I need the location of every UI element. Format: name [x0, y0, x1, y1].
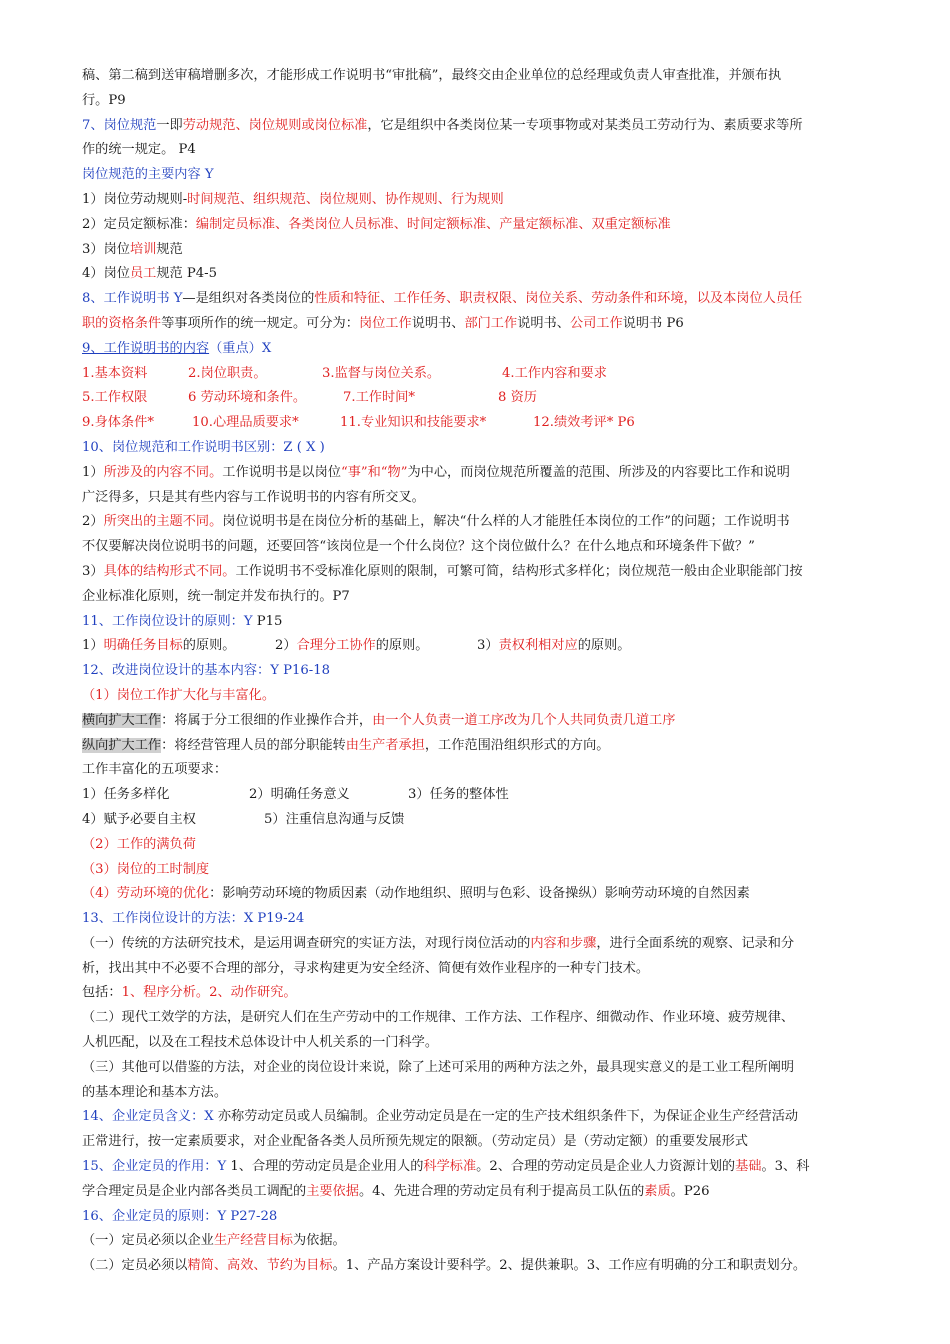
list-item: 5）注重信息沟通与反馈	[264, 811, 405, 827]
page-ref: P15	[252, 613, 283, 629]
text: 析，找出其中不必要不合理的部分，寻求构建更为安全经济、简便有效作业程序的一种专门技术。	[82, 960, 650, 976]
text: 2）定员定额标准：	[82, 216, 196, 232]
subheading	[82, 684, 872, 709]
paragraph-line	[82, 734, 872, 759]
text: 。P26	[670, 1183, 710, 1199]
text: ，进行全面系统的观察、记录和分	[596, 935, 795, 951]
paragraph-line	[82, 1081, 872, 1106]
highlight-text: 由生产者承担	[345, 737, 425, 753]
section-title: 14、企业定员含义：X	[82, 1109, 214, 1125]
list-row	[82, 783, 872, 808]
paragraph-line	[82, 1130, 872, 1155]
text: 作的统一规定。 P4	[82, 142, 196, 158]
text: 4）岗位	[82, 266, 130, 282]
text: 亦称劳动定员或人员编制。企业劳动定员是在一定的生产技术组织条件下，为保证企业生产经营活动	[213, 1109, 799, 1125]
text: 为依据。	[293, 1233, 346, 1249]
highlight-text: 具体的结构形式不同。	[103, 563, 236, 579]
highlight-text: 公司工作	[569, 315, 623, 331]
text: 3）	[82, 563, 104, 579]
subheading-text: （1）岗位工作扩大化与丰富化。	[82, 687, 276, 703]
list-item: 7.工作时间*	[343, 390, 415, 406]
highlight-text: 部门工作	[464, 315, 518, 331]
paragraph-line	[82, 758, 872, 783]
highlight-text: 性质和特征、工作任务、职责权限、岗位关系、劳动条件和环境，以及本岗位人员任	[314, 291, 803, 307]
text: 1、合理的劳动定员是企业用人的	[226, 1159, 424, 1175]
text: （一）传统的方法研究技术，是运用调查研究的实证方法，对现行岗位活动的	[82, 935, 531, 951]
text: 。3、科	[761, 1159, 810, 1175]
highlight-text: 精简、高效、节约为目标	[187, 1258, 333, 1274]
text: 包括：	[82, 985, 122, 1001]
paragraph-line	[82, 64, 872, 89]
highlight-text: 1、程序分析。2、动作研究。	[121, 985, 297, 1001]
list-item	[82, 262, 872, 287]
text: ：将属于分工很细的作业操作合并，	[161, 712, 373, 728]
list-row	[82, 634, 872, 659]
text: 人机匹配，以及在工程技术总体设计中人机关系的一门科学。	[82, 1035, 439, 1051]
text: 1）	[82, 464, 104, 480]
text: 规范 P4-5	[156, 266, 218, 282]
subheading-text: （3）岗位的工时制度	[82, 861, 210, 877]
subheading-text: 岗位规范的主要内容 Y	[82, 167, 214, 183]
term-highlight: 横向扩大工作	[82, 712, 162, 728]
paragraph-line	[82, 560, 872, 585]
text: 1）岗位劳动规则-	[82, 191, 188, 207]
text: 为中心，而岗位规范所覆盖的范围、所涉及的内容要比工作和说明	[407, 464, 790, 480]
text: 正常进行，按一定素质要求，对企业配备各类人员所预先规定的限额。（劳动定员）是（劳动定额）的重要发展形式	[82, 1134, 748, 1150]
list-item: 5.工作权限	[82, 390, 148, 406]
text: 行。P9	[82, 92, 126, 108]
text: 企业标准化原则，统一制定并发布执行的。P7	[82, 588, 350, 604]
paragraph-line	[82, 585, 872, 610]
text: （二）现代工效学的方法，是研究人们在生产劳动中的工作规律、工作方法、工作程序、细微动作、作业环境、疲劳规律、	[82, 1010, 795, 1026]
list-item: 9.身体条件*	[82, 415, 154, 431]
paragraph-line	[82, 709, 872, 734]
subheading	[82, 833, 872, 858]
list-item: 8 资历	[498, 390, 537, 406]
text: ：影响劳动环境的物质因素（动作地组织、照明与色彩、设备操纵）影响劳动环境的自然因素	[209, 886, 750, 902]
text: （三）其他可以借鉴的方法，对企业的岗位设计来说，除了上述可采用的两种方法之外，最具现实意义的是工业工程所阐明	[82, 1059, 795, 1075]
highlight-text: 素质	[644, 1183, 671, 1199]
highlight-text: 劳动规范、岗位规则或岗位标准	[182, 117, 368, 133]
list-item: 4）赋予必要自主权	[82, 811, 196, 827]
paragraph-line	[82, 461, 872, 486]
section-14-heading	[82, 1105, 872, 1130]
list-item: 10.心理品质要求*	[192, 415, 299, 431]
paragraph-line	[82, 510, 872, 535]
text: 。2、合理的劳动定员是企业人力资源计划的	[476, 1159, 736, 1175]
section-title: 9、工作说明书的内容	[82, 340, 210, 356]
list-row	[82, 362, 872, 387]
section-title: 13、工作岗位设计的方法：X P19-24	[82, 911, 305, 927]
text: 2）	[82, 514, 104, 530]
list-item	[82, 238, 872, 263]
section-10-heading	[82, 436, 872, 461]
text: 。4、先进合理的劳动定员有利于提高员工队伍的	[358, 1183, 645, 1199]
list-row	[82, 386, 872, 411]
subheading-text: （2）工作的满负荷	[82, 836, 196, 852]
list-item: 1）明确任务目标的原则。	[82, 638, 236, 654]
list-item: 3）责权利相对应的原则。	[477, 638, 631, 654]
section-title: 12、改进岗位设计的基本内容：Y P16-18	[82, 663, 331, 679]
text: 工作丰富化的五项要求：	[82, 762, 228, 778]
section-title: 8、工作说明书 Y	[82, 291, 183, 307]
section-13-heading	[82, 907, 872, 932]
section-title: 16、企业定员的原则：Y P27-28	[82, 1208, 278, 1224]
paragraph-line	[82, 1254, 872, 1279]
paragraph-line	[82, 138, 872, 163]
paragraph-line	[82, 957, 872, 982]
highlight-text: 生产经营目标	[213, 1233, 293, 1249]
section-8-heading	[82, 287, 872, 312]
highlight-text: “事”和“物”	[340, 464, 408, 480]
section-title: 15、企业定员的作用：Y	[82, 1159, 227, 1175]
list-item: 6 劳动环境和条件。	[188, 390, 307, 406]
section-12-heading	[82, 659, 872, 684]
highlight-text: 所涉及的内容不同。	[103, 464, 223, 480]
text: 说明书 P6	[622, 315, 684, 331]
subheading	[82, 163, 872, 188]
text: 一即	[156, 117, 183, 133]
text: 说明书、	[411, 315, 465, 331]
text: （二）定员必须以	[82, 1258, 188, 1274]
highlight-text: （4）劳动环境的优化	[82, 886, 210, 902]
highlight-text: 时间规范、组织规范、岗位规则、协作规则、行为规则	[187, 191, 504, 207]
highlight-text: 职的资格条件	[82, 315, 162, 331]
highlight-text: 培训	[129, 241, 157, 257]
section-title: 10、岗位规范和工作说明书区别：Z ( X )	[82, 439, 325, 455]
list-row	[82, 411, 872, 436]
term-highlight: 纵向扩大工作	[82, 737, 162, 753]
paragraph-line	[82, 1031, 872, 1056]
text: 工作说明书是以岗位	[222, 464, 341, 480]
text: 规范	[156, 241, 183, 257]
list-item: 3）任务的整体性	[408, 787, 509, 803]
paragraph-line	[82, 1006, 872, 1031]
text: 等事项所作的统一规定。可分为：	[161, 315, 359, 331]
text: 说明书、	[517, 315, 570, 331]
paragraph-line	[82, 535, 872, 560]
section-7-heading	[82, 114, 872, 139]
highlight-text: 内容和步骤	[530, 935, 597, 951]
text: 稿、第二稿到送审稿增删多次，才能形成工作说明书“审批稿”，最终交由企业单位的总经理或负责人审查批准，并颁布执	[82, 68, 782, 83]
list-item	[82, 213, 872, 238]
list-item: 1.基本资料	[82, 365, 148, 381]
text: 岗位说明书是在岗位分析的基础上，解决“什么样的人才能胜任本岗位的工作”的问题；工作说明书	[222, 514, 790, 530]
highlight-text: 岗位工作	[358, 315, 412, 331]
text: 的基本理论和基本方法。	[82, 1084, 228, 1100]
text: 。1、产品方案设计要科学。2、提供兼职。3、工作应有明确的分工和职责划分。	[332, 1258, 807, 1274]
section-9-heading	[82, 337, 872, 362]
paragraph-line	[82, 1180, 872, 1205]
list-item	[82, 188, 872, 213]
paragraph-line	[82, 486, 872, 511]
highlight-text: 编制定员标准、各类岗位人员标准、时间定额标准、产量定额标准、双重定额标准	[195, 216, 671, 232]
section-title: 11、工作岗位设计的原则：Y	[82, 613, 253, 629]
list-item: 12.绩效考评* P6	[533, 415, 635, 431]
section-11-heading	[82, 610, 872, 635]
section-16-heading	[82, 1205, 872, 1230]
subheading	[82, 858, 872, 883]
section-title: 7、岗位规范	[82, 117, 157, 133]
highlight-text: 主要依据	[306, 1183, 359, 1199]
text: 3）岗位	[82, 241, 130, 257]
paragraph-line	[82, 981, 872, 1006]
list-row	[82, 808, 872, 833]
paragraph-line	[82, 1056, 872, 1081]
text: 工作说明书不受标准化原则的限制，可繁可简，结构形式多样化；岗位规范一般由企业职能部门按	[235, 563, 803, 579]
highlight-text: 员工	[129, 266, 157, 282]
text: ：将经营管理人员的部分职能转	[161, 737, 346, 753]
text: 不仅要解决岗位说明书的问题，还要回答“该岗位是一个什么岗位？这个岗位做什么？在什么地点和环境条件下做？”	[82, 539, 755, 555]
text: ，工作范围沿组织形式的方向。	[424, 737, 610, 753]
section-note: （重点）X	[209, 340, 272, 356]
text: 学合理定员是企业内部各类员工调配的	[82, 1183, 307, 1199]
highlight-text: 基础	[735, 1159, 762, 1175]
paragraph-line	[82, 882, 872, 907]
list-item: 3.监督与岗位关系。	[322, 365, 441, 381]
text: 广泛得多，只是其有些内容与工作说明书的内容有所交叉。	[82, 489, 425, 505]
paragraph-line	[82, 1229, 872, 1254]
text: —是组织对各类岗位的	[182, 291, 315, 307]
list-item: 11.专业知识和技能要求*	[340, 415, 487, 431]
text: （一）定员必须以企业	[82, 1233, 214, 1249]
highlight-text: 所突出的主题不同。	[103, 514, 223, 530]
highlight-text: 由一个人负责一道工序改为几个人共同负责几道工序	[372, 712, 676, 728]
list-item: 2）明确任务意义	[249, 787, 350, 803]
highlight-text: 科学标准	[423, 1159, 477, 1175]
list-item: 1）任务多样化	[82, 787, 170, 803]
list-item: 4.工作内容和要求	[502, 365, 607, 381]
list-item: 2.岗位职责。	[188, 365, 267, 381]
list-item: 2）合理分工协作的原则。	[275, 638, 429, 654]
document-page	[82, 64, 872, 1279]
paragraph-line	[82, 312, 872, 337]
paragraph-line	[82, 932, 872, 957]
paragraph-line	[82, 89, 872, 114]
text: ，它是组织中各类岗位某一专项事物或对某类员工劳动行为、素质要求等所	[367, 117, 803, 133]
section-15-heading	[82, 1155, 872, 1180]
